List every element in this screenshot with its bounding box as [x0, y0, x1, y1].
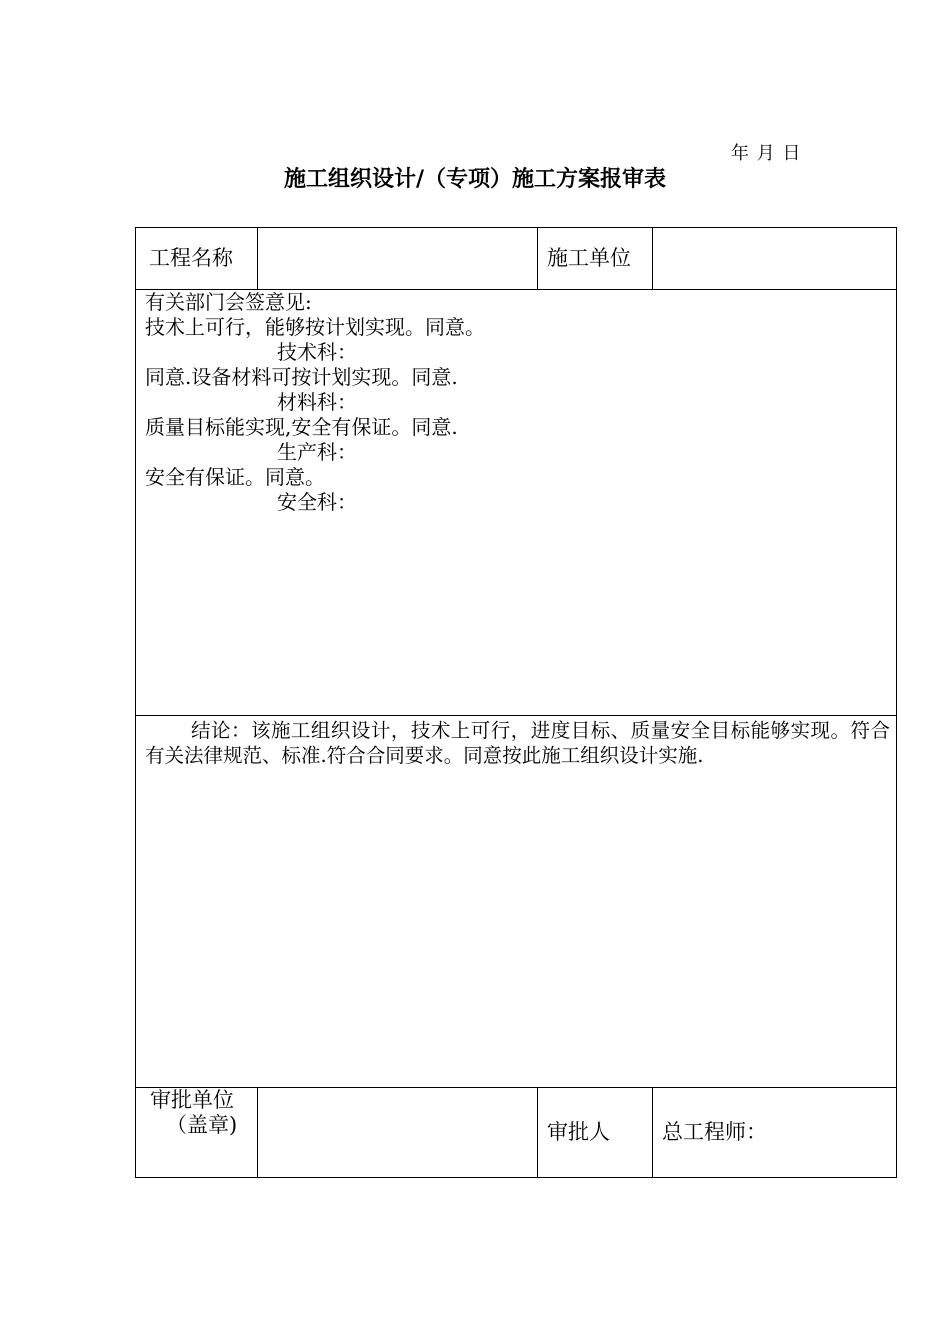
column-divider — [257, 1087, 258, 1177]
page-title: 施工组织设计/（专项）施工方案报审表 — [283, 167, 667, 192]
column-divider — [257, 228, 258, 289]
row-divider — [136, 1087, 896, 1088]
construction-unit-label: 施工单位 — [547, 246, 631, 270]
date-line: 年 月 日 — [731, 143, 802, 164]
approver-label: 审批人 — [547, 1120, 610, 1144]
technical-dept-comment: 技术上可行，能够按计划实现。同意。 — [145, 315, 485, 339]
column-divider — [537, 1087, 538, 1177]
production-dept-label: 生产科： — [277, 440, 357, 464]
project-name-label: 工程名称 — [149, 246, 233, 270]
production-dept-comment: 质量目标能实现,安全有保证。同意. — [145, 415, 458, 439]
approval-form-table — [135, 227, 897, 1178]
materials-dept-comment: 同意.设备材料可按计划实现。同意. — [145, 365, 458, 389]
technical-dept-label: 技术科： — [277, 340, 357, 364]
materials-dept-label: 材料科： — [277, 390, 357, 414]
opinions-heading: 有关部门会签意见: — [145, 290, 312, 314]
approval-unit-label-line1: 审批单位 — [150, 1088, 234, 1112]
column-divider — [652, 1087, 653, 1177]
safety-dept-comment: 安全有保证。同意。 — [145, 465, 325, 489]
safety-dept-label: 安全科： — [277, 490, 357, 514]
approval-unit-label-line2: （盖章) — [166, 1113, 238, 1137]
column-divider — [537, 228, 538, 289]
department-opinions — [145, 290, 485, 515]
chief-engineer-label: 总工程师： — [662, 1120, 767, 1144]
approval-unit-label — [150, 1088, 237, 1138]
row-divider — [136, 715, 896, 716]
column-divider — [652, 228, 653, 289]
conclusion-text: 结论：该施工组织设计，技术上可行，进度目标、质量安全目标能够实现。符合有关法律规范、标准.符合合同要求。同意按此施工组织设计实施. — [145, 719, 890, 767]
